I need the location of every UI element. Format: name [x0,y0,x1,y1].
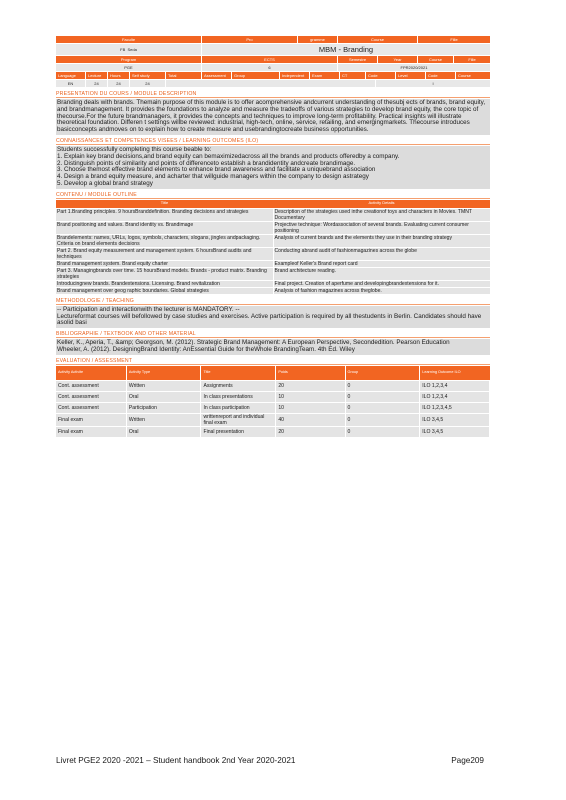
eval-activity: Cont. assessment [56,380,126,391]
evaluation-table [56,366,490,438]
table-row [56,380,490,391]
faculty-name: Seda [127,46,137,52]
course-header-table [56,36,490,88]
ilo-item: 3. Choose themost effective brand elements to enhance brand awareness and facilitate a uniquebrand association [57,166,376,174]
header-cell: Fille [418,36,490,44]
eval-col-ilo: Learning Outcome ILO [420,366,490,381]
header-cell: Assessment [202,72,232,80]
outline-title: CONTENU / MODULE OUTLINE [56,192,490,199]
outline-topic: Part 1.Branding principles. 9 hoursBranddefinition. Branding decisions and strategies [56,208,273,221]
header-cell: Level [396,72,426,80]
eval-group: 0 [345,413,420,426]
eval-ilo: ILO 3,4,5 [420,426,490,437]
header-cell: Course [456,72,490,80]
header-cell: Faculte [56,36,202,44]
course-sheet [56,36,490,438]
outline-topic: Brandelements: names, URLs, logos, symbols, characters, slogans, jingles andpackaging. Criteria on brand elements decisions [56,234,273,247]
eval-ilo: ILO 1,2,3,4,5 [420,402,490,413]
outline-table [56,200,490,295]
lecture-value: 24 [86,80,108,88]
table-row [56,208,490,221]
eval-type: Oral [126,391,201,402]
header-cell: Group [232,72,280,80]
outline-activity: Conducting abrand audit of fashionmagazines across the globe [273,247,490,260]
table-row [56,426,490,437]
outline-topic: Introducingnew brands. Brandextensions. Licensing. Brand revitalization [56,280,273,287]
header-cell: Exam [310,72,340,80]
eval-group: 0 [345,391,420,402]
eval-activity: Cont. assessment [56,402,126,413]
faculty-value [56,44,202,56]
eval-col-title: Title [201,366,276,381]
header-row-6 [56,80,490,88]
outline-topic: Brand positioning and values. Brand identity vs. Brandimage [56,221,273,234]
outline-topic: Part 3. Managingbrands over time. 15 hoursBrand models. Brands - product matrix. Branding strategies [56,267,273,280]
outline-topic: Part 2. Brand equity measurement and management system. 6 hoursBrand audits and techniques [56,247,273,260]
table-row [56,287,490,294]
header-cell: Semestre [338,56,378,64]
outline-topic: Brand management over geog raphic boundaries. Global strategies [56,287,273,294]
eval-group: 0 [345,426,420,437]
eval-col-type: Activity Type [126,366,201,381]
eval-weight: 40 [276,413,345,426]
header-cell: Course [338,36,418,44]
eval-col-group: Group [345,366,420,381]
self-study-value: 24 [130,80,166,88]
header-cell: Hours [108,72,130,80]
header-cell: CT [340,72,366,80]
outline-activity: Analysis of current brands and the elements they use in their branding strategy [273,234,490,247]
eval-title: Final presentation [201,426,276,437]
eval-type: Written [126,380,201,391]
eval-type: Participation [126,402,201,413]
eval-col-weight: Poids [276,366,345,381]
table-row [56,391,490,402]
outline-header-row [56,200,490,209]
header-cell: Code [426,72,456,80]
header-row-3 [56,56,490,64]
header-cell: Language [56,72,86,80]
eval-weight: 10 [276,391,345,402]
header-cell: Pro [202,36,298,44]
eval-weight: 20 [276,426,345,437]
ilo-title: CONNAISSANCES ET COMPETENCES VISEES / LEARNING OUTCOMES (ILO) [56,138,490,145]
outline-activity: Projective technique: Wordassociation of several brands. Evaluating current consumer positioning [273,221,490,234]
eval-ilo: ILO 3,4,5 [420,413,490,426]
eval-type: Oral [126,426,201,437]
header-cell: Self study [130,72,166,80]
year-value: FPR2020/2021 [338,64,490,72]
outline-activity: Exampleof Keller's Brand report card [273,260,490,267]
bibliography-title: BIBLIOGRAPHIE / TEXTBOOK AND OTHER MATERIAL [56,331,490,338]
header-cell: Lecture [86,72,108,80]
footer-handbook-title: Livret PGE2 2020 -2021 – Student handbook 2nd Year 2020-2021 [56,756,296,765]
eval-group: 0 [345,380,420,391]
ilo-item: 4. Design a brand equity measure, and acharter that willguide managers within the company to design astrategy [57,173,369,181]
page-footer [56,756,484,765]
bibliography-entry: Keller, K., Aperia, T., &amp; Georgson, M. (2012). Strategic Brand Management: A European Perspective, Secondedition. Pearson Education [57,339,450,347]
outline-activity: Final project. Creation of aperfume and developingbrandextensions for it. [273,280,490,287]
eval-col-activity: Activity Activite [56,366,126,381]
header-cell: Fille [454,56,490,64]
header-cell: gramme [298,36,338,44]
table-row [56,260,490,267]
eval-ilo: ILO 1,2,3,4 [420,391,490,402]
methodology-line: Lectureformat courses will befollowed by case studies and exercises. Active participation is required by all thestudents in Berlin. Candidates should have asolid basi [57,312,482,327]
table-row [56,402,490,413]
outline-col-activity: Activity Details [273,200,490,209]
bibliography-body [56,339,490,355]
evaluation-header-row [56,366,490,381]
eval-weight: 20 [276,380,345,391]
header-row-4 [56,64,490,72]
table-row [56,234,490,247]
header-cell: Program [56,56,202,64]
eval-group: 0 [345,402,420,413]
eval-title: In class presentations [201,391,276,402]
bibliography-entry: Wheeler, A. (2012). DesigningBrand Identity: AnEssential Guide for theWhole BrandingTeam. 4th Ed. Wiley [57,345,355,353]
program-value: PGE [56,64,202,72]
course-title: MBM - Branding [202,44,490,56]
ilo-item: 5. Develop a global brand strategy [57,179,153,187]
presentation-body [56,99,490,135]
ects-value: 6 [202,64,338,72]
methodology-body [56,306,490,328]
faculty-code: FB [120,46,126,52]
level-value: I [376,80,490,88]
header-row-1 [56,36,490,44]
methodology-title: METHODOLOGIE / TEACHING [56,298,490,305]
header-row-2 [56,44,490,56]
eval-type: Written [126,413,201,426]
ilo-item: 1. Explain key brand decisions,and brand equity can bemaximizedacross all the brands and products offeredby a company. [57,152,400,160]
ilo-body [56,146,490,189]
header-cell: ECTS [202,56,338,64]
outline-col-title: Title [56,200,273,209]
eval-title: In class participation [201,402,276,413]
methodology-line: -- Participation and interactionwith the lecturer is MANDATORY. -- [57,305,240,313]
table-row [56,280,490,287]
eval-ilo: ILO 1,2,3,4 [420,380,490,391]
page-number: Page209 [451,756,484,765]
table-row [56,221,490,234]
outline-activity: Description of the strategies used inthe creationof toys and characters in Movies. TMNT Documentary [273,208,490,221]
language-value: EN [56,80,86,88]
ilo-intro: Students successfully completing this course beable to: [57,145,212,153]
header-cell: Total [166,72,202,80]
eval-title: writtenreport and individual final exam [201,413,276,426]
eval-weight: 10 [276,402,345,413]
header-cell: Year [378,56,418,64]
presentation-text: Branding deals with brands. Themain purpose of this module is to offer acomprehensive andcurrent understanding of thesubj ects of brands, brand equity, and brandmanagement. It provides the foundations to analyze and measure the tradeoffs of various strategies to develop brand equity, the core topic of thecourse.For the future brandmanagers, it provides the concepts and techniques to improve long-term profitability. Practical insights will illustrate theoretical foundation. Differen t settings willbe reviewed: industrial, high-tech, online, service, retailing, and emergingmarkets. Thecourse introduces basicconcepts andmoves on to explain how to create measure and usebrandingtocreate business opportunities. [57,99,486,134]
eval-title: Assignments [201,380,276,391]
outline-activity: Brand architecture reading. [273,267,490,280]
eval-activity: Final exam [56,426,126,437]
eval-activity: Final exam [56,413,126,426]
header-cell: Course [418,56,454,64]
hours-value: 24 [108,80,130,88]
blank-cell [166,80,376,88]
eval-activity: Cont. assessment [56,391,126,402]
table-row [56,413,490,426]
table-row [56,247,490,260]
header-cell: Independent [280,72,310,80]
evaluation-title: EVALUATION / ASSESSMENT [56,358,490,365]
outline-topic: Brand management system. Brand equity charter [56,260,273,267]
header-cell: Code [366,72,396,80]
ilo-item: 2. Distinguish points of similarity and points of differenceto establish a brandidentity andcreate brandimage. [57,159,356,167]
table-row [56,267,490,280]
presentation-title: PRESENTATION DU COURS / MODULE DESCRIPTION [56,91,490,98]
header-row-5 [56,72,490,80]
outline-activity: Analysis of fashion magazines across theglobe. [273,287,490,294]
